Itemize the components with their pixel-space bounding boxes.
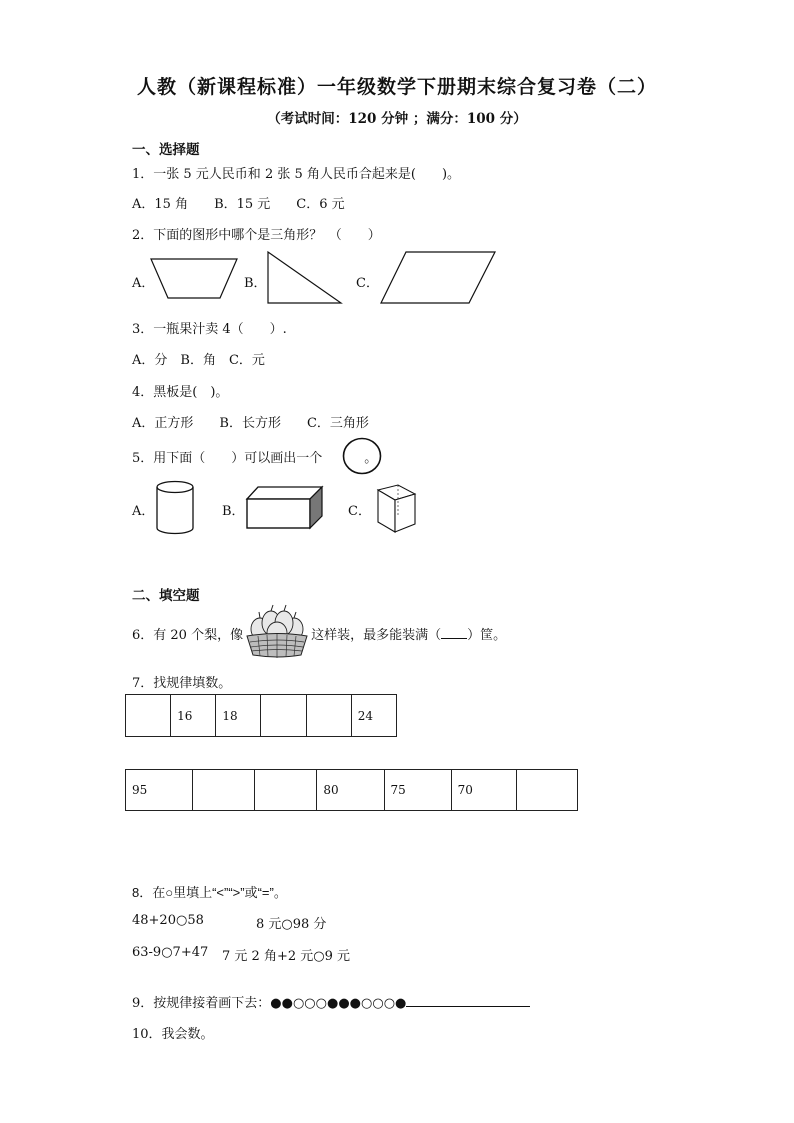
exam-info: （考试时间：120 分钟 ；满分：100 分）	[267, 111, 527, 127]
question-5-text: 5．用下面（ ）可以画出一个	[132, 451, 323, 466]
sequence-cell[interactable]	[306, 695, 351, 737]
question-3: 3．一瓶果汁卖 4（ ）.	[132, 322, 287, 337]
question-10: 10．我会数。	[132, 1027, 214, 1042]
sequence-cell[interactable]	[516, 770, 577, 811]
cylinder-icon	[155, 480, 195, 536]
option-c-label: C．	[348, 504, 371, 519]
option-b-label: B．	[222, 504, 245, 519]
question-6	[132, 624, 506, 643]
sequence-table-2	[125, 769, 578, 811]
sequence-cell[interactable]	[193, 770, 255, 811]
page-title: 人教（新课程标准）一年级数学下册期末综合复习卷（二）	[136, 76, 657, 98]
option-a-label: A．	[132, 276, 155, 291]
sequence-cell: 75	[384, 770, 451, 811]
question-5	[132, 447, 377, 466]
sequence-cell[interactable]	[126, 695, 171, 737]
trapezoid-icon	[150, 258, 240, 300]
table-row	[126, 695, 397, 737]
section-heading-fill: 二、填空题	[132, 588, 200, 604]
parallelogram-icon	[380, 251, 498, 306]
sequence-cell: 95	[126, 770, 193, 811]
sequence-cell: 18	[216, 695, 261, 737]
answer-blank	[441, 628, 467, 639]
question-4-options: A．正方形 B．长方形 C．三角形	[132, 416, 369, 431]
right-triangle-icon	[266, 250, 344, 306]
triangular-prism-icon	[376, 484, 418, 534]
question-4: 4．黑板是( )。	[132, 385, 229, 400]
question-1-options: A．15 角 B．15 元 C．6 元	[132, 197, 345, 212]
cuboid-icon	[246, 486, 324, 530]
compare-item: 48+20○58	[132, 913, 204, 928]
question-7: 7．找规律填数。	[132, 676, 232, 691]
question-8: 8．在○里填上“<”“>”或“=”。	[132, 885, 287, 900]
option-b-label: B．	[244, 276, 267, 291]
question-6-text-end: ）筐。	[467, 628, 507, 643]
compare-item: 63-9○7+47	[132, 945, 209, 960]
sequence-cell: 24	[351, 695, 396, 737]
circle-icon	[342, 437, 382, 475]
question-9	[132, 992, 530, 1011]
question-1: 1．一张 5 元人民币和 2 张 5 角人民币合起来是( )。	[132, 167, 461, 182]
question-2: 2．下面的图形中哪个是三角形？ （ ）	[132, 228, 381, 243]
table-row	[126, 770, 578, 811]
question-3-options: A．分 B．角 C．元	[132, 353, 265, 368]
sequence-cell: 80	[317, 770, 384, 811]
question-6-text: 6．有 20 个梨，像	[132, 628, 244, 643]
sequence-table-1	[125, 694, 397, 737]
sequence-cell: 16	[171, 695, 216, 737]
option-a-label: A．	[132, 504, 155, 519]
option-c-label: C．	[356, 276, 379, 291]
question-6-text-mid: 这样装，最多能装满（	[311, 628, 442, 643]
question-9-text: 9．按规律接着画下去：●●○○○●●●○○○●	[132, 996, 407, 1011]
sequence-cell: 70	[451, 770, 516, 811]
sequence-cell[interactable]	[255, 770, 317, 811]
answer-line[interactable]	[406, 994, 530, 1007]
section-heading-choice: 一、选择题	[132, 142, 200, 158]
compare-item: 7 元 2 角+2 元○9 元	[222, 949, 350, 964]
pear-basket-icon	[244, 603, 310, 659]
sequence-cell[interactable]	[261, 695, 306, 737]
compare-item: 8 元○98 分	[256, 917, 327, 932]
question-5-end: 。	[364, 451, 378, 466]
